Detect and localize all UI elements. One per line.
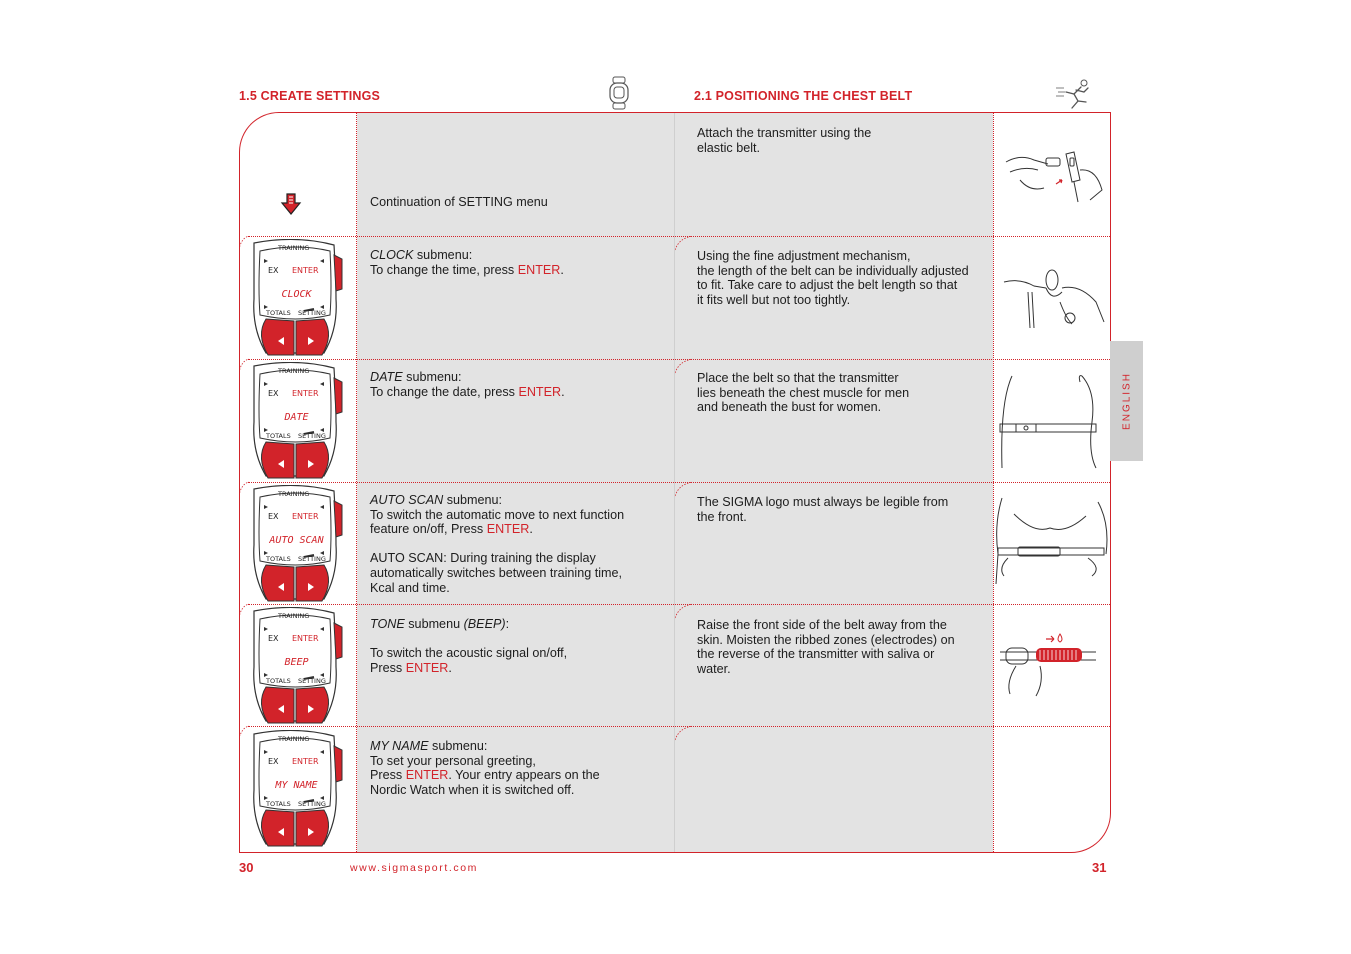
right-page-heading: 2.1 POSITIONING THE CHEST BELT [694, 89, 913, 103]
watch-display-4 [248, 607, 345, 723]
watch-display-3 [248, 485, 345, 601]
setting-step-5: MY NAME submenu: To set your personal greeting, Press ENTER. Your entry appears on the Nordic Watch when it is switched off. [370, 739, 600, 797]
setting-step-4: TONE submenu (BEEP): To switch the acoustic signal on/off, Press ENTER. [370, 617, 568, 675]
watch-label-enter: ENTER [292, 389, 319, 398]
watch-label-totals: TOTALS [266, 309, 291, 317]
watch-label-totals: TOTALS [266, 677, 291, 685]
watch-lcd-text: DATE [284, 412, 309, 423]
watch-display-5 [248, 730, 345, 846]
watch-label-enter: ENTER [292, 266, 319, 275]
belt-step-4: The SIGMA logo must always be legible from the front. [697, 495, 949, 524]
watch-label-enter: ENTER [292, 757, 319, 766]
watch-lcd-text: MY NAME [275, 780, 318, 791]
watch-display-1 [248, 239, 345, 355]
watch-label-enter: ENTER [292, 512, 319, 521]
watch-label-ex: EX [268, 512, 279, 521]
watch-display-2 [248, 362, 345, 478]
watch-label-training: TRAINING [278, 490, 310, 498]
setting-step-3: AUTO SCAN submenu: To switch the automatic move to next function feature on/off, Press ENTER. AUTO SCAN: During training the display automatically switches between training time, Kcal and time. [370, 493, 625, 595]
watch-label-training: TRAINING [278, 735, 310, 743]
belt-step-3: Place the belt so that the transmitter lies beneath the chest muscle for men and beneath the bust for women. [697, 371, 910, 415]
watch-lcd-text: AUTO SCAN [269, 535, 324, 546]
setting-step-2: DATE submenu: To change the date, press ENTER. [370, 370, 565, 399]
setting-step-1: CLOCK submenu: To change the time, press ENTER. [370, 248, 564, 277]
moisten-electrodes-illustration [996, 630, 1100, 702]
language-tab[interactable]: ENGLISH [1110, 341, 1143, 461]
watch-label-totals: TOTALS [266, 432, 291, 440]
intro-text: Continuation of SETTING menu [370, 195, 548, 209]
right-page-number: 31 [1092, 860, 1107, 875]
belt-position-illustration [996, 372, 1108, 470]
watch-icon [608, 76, 630, 110]
adjust-belt-illustration [1000, 262, 1108, 332]
watch-label-training: TRAINING [278, 612, 310, 620]
watch-label-setting: SETTING [298, 555, 326, 563]
watch-label-training: TRAINING [278, 367, 310, 375]
belt-step-2: Using the fine adjustment mechanism, the length of the belt can be individually adjusted to fit. Take care to adjust the belt length so that it fits well but not too tightly. [697, 249, 969, 307]
watch-label-setting: SETTING [298, 800, 326, 808]
left-page-heading: 1.5 CREATE SETTINGS [239, 89, 381, 103]
watch-lcd-text: BEEP [284, 657, 309, 668]
runner-icon [1054, 78, 1094, 110]
watch-label-ex: EX [268, 266, 279, 275]
left-page-number: 30 [239, 860, 254, 875]
belt-step-1: Attach the transmitter using the elastic belt. [697, 126, 872, 155]
belt-step-5: Raise the front side of the belt away from the skin. Moisten the ribbed zones (electrodes) on the reverse of the transmitter with saliva or water. [697, 618, 955, 676]
watch-label-totals: TOTALS [266, 800, 291, 808]
watch-label-setting: SETTING [298, 677, 326, 685]
footer-url: www.sigmasport.com [350, 862, 478, 874]
watch-label-training: TRAINING [278, 244, 310, 252]
watch-label-enter: ENTER [292, 634, 319, 643]
right-row-corner-marks [675, 236, 695, 746]
watch-label-totals: TOTALS [266, 555, 291, 563]
watch-label-ex: EX [268, 389, 279, 398]
watch-label-setting: SETTING [298, 309, 326, 317]
down-arrow-icon [279, 192, 303, 216]
sigma-logo-front-illustration [994, 494, 1110, 586]
watch-lcd-text: CLOCK [281, 289, 312, 300]
watch-label-ex: EX [268, 757, 279, 766]
watch-label-setting: SETTING [298, 432, 326, 440]
watch-label-ex: EX [268, 634, 279, 643]
attach-transmitter-illustration [1000, 140, 1108, 208]
